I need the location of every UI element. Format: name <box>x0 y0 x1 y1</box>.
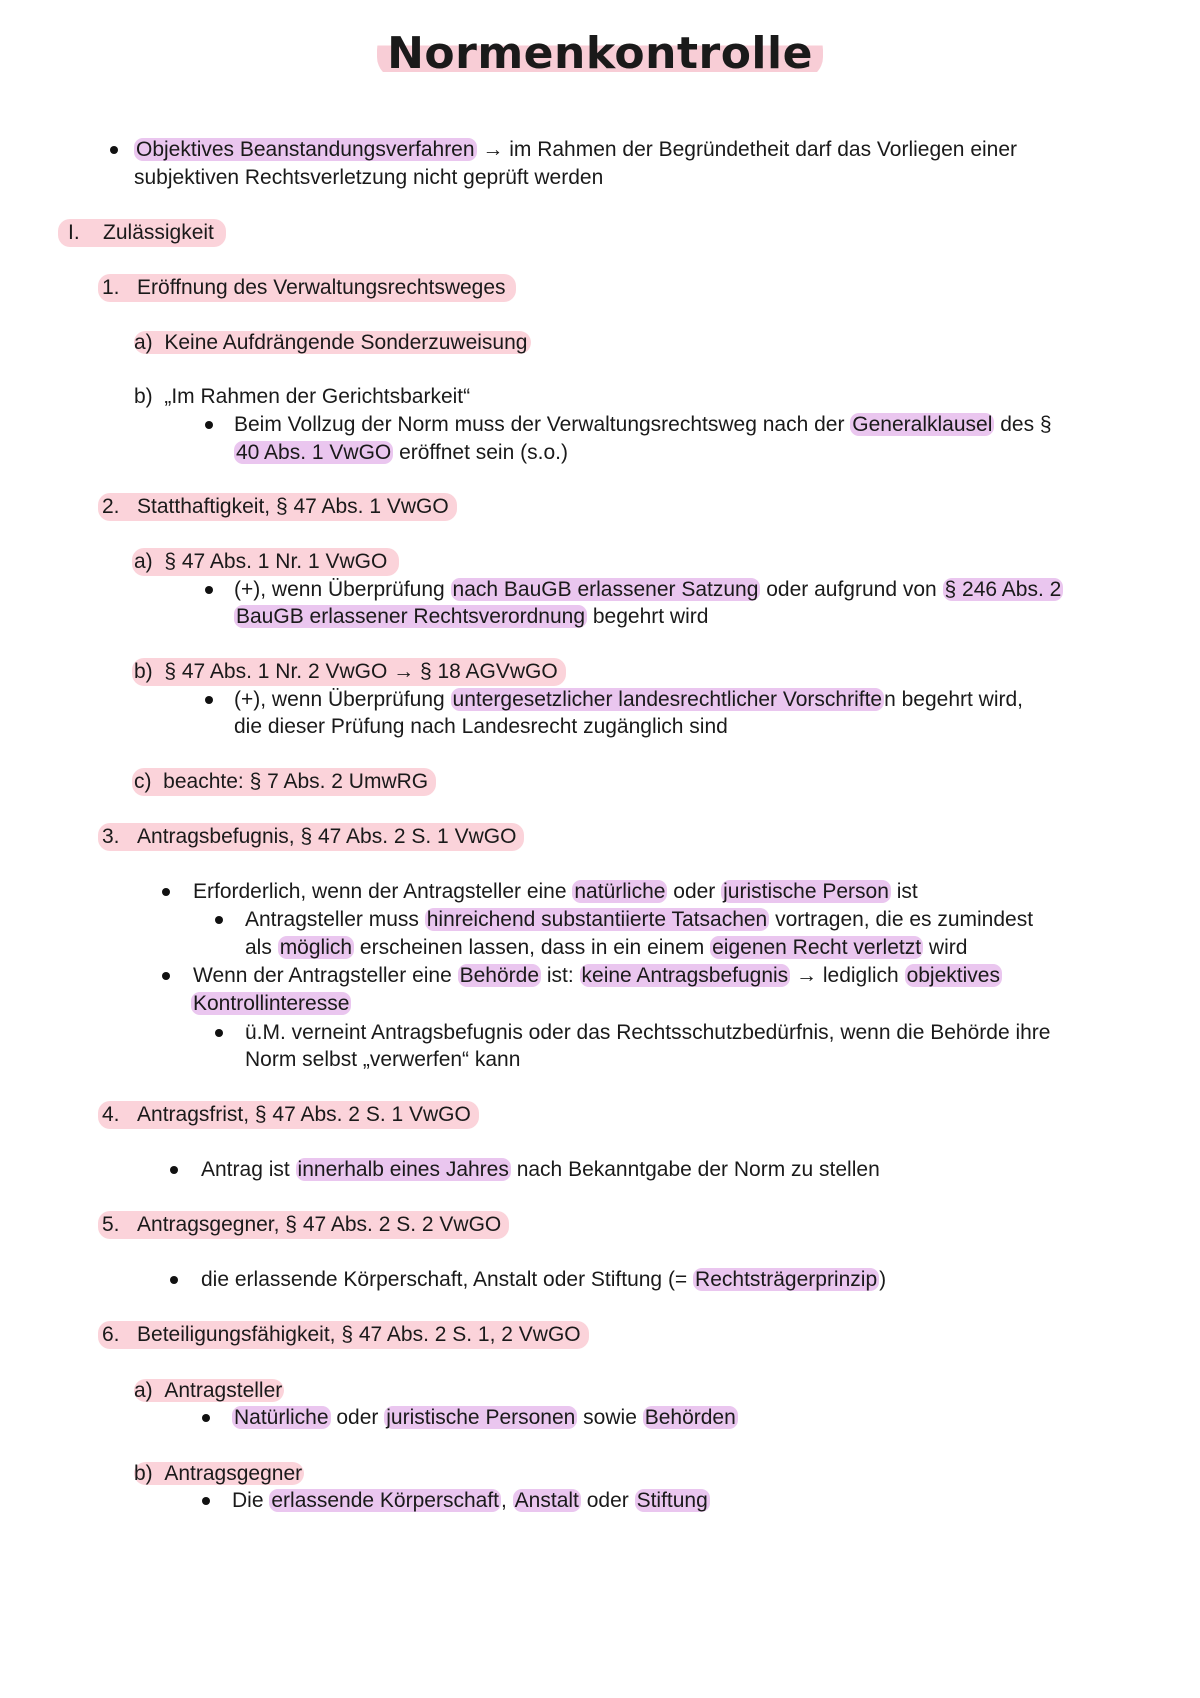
heading-6a: a) Antragsteller <box>134 1379 283 1402</box>
heading-3: 3. Antragsbefugnis, § 47 Abs. 2 S. 1 VwGO <box>98 823 524 851</box>
bullet-2b-line-1: (+), wenn Überprüfung untergesetzlicher landesrechtlicher Vorschriften begehrt wird, <box>234 688 1024 711</box>
bullet-dot <box>215 1029 223 1037</box>
intro-line-1: Objektives Beanstandungsverfahren → im Rahmen der Begründetheit darf das Vorliegen einer <box>136 138 1018 161</box>
bullet-4-line-1: Antrag ist innerhalb eines Jahres nach Bekanntgabe der Norm zu stellen <box>201 1158 880 1181</box>
heading-5: 5. Antragsgegner, § 47 Abs. 2 S. 2 VwGO <box>98 1211 509 1239</box>
bullet-dot <box>162 972 170 980</box>
bullet-dot <box>205 696 213 704</box>
bullet-dot <box>162 888 170 896</box>
heading-2b: b) § 47 Abs. 1 Nr. 2 VwGO → § 18 AGVwGO <box>132 658 566 686</box>
heading-1a: a) Keine Aufdrängende Sonderzuweisung <box>134 329 531 357</box>
bullet-1b-line-2: 40 Abs. 1 VwGO eröffnet sein (s.o.) <box>236 441 568 464</box>
bullet-3-line-2: Antragsteller muss hinreichend substantiierte Tatsachen vortragen, die es zumindest <box>245 908 1034 931</box>
bullet-6a-line-1: Natürliche oder juristische Personen sowie Behörden <box>234 1406 736 1429</box>
bullet-2a-line-2: BauGB erlassener Rechtsverordnung begehrt wird <box>236 605 709 628</box>
bullet-5-line-1: die erlassende Körperschaft, Anstalt oder Stiftung (= Rechtsträgerprinzip) <box>201 1268 887 1291</box>
heading-1b: b) „Im Rahmen der Gerichtsbarkeit“ <box>134 385 471 408</box>
bullet-dot <box>202 1414 210 1422</box>
heading-6b: b) Antragsgegner <box>134 1462 303 1485</box>
bullet-2a-line-1: (+), wenn Überprüfung nach BauGB erlassener Satzung oder aufgrund von § 246 Abs. 2 <box>234 578 1062 601</box>
bullet-dot <box>215 916 223 924</box>
heading-6: 6. Beteiligungsfähigkeit, § 47 Abs. 2 S. 1, 2 VwGO <box>98 1321 589 1349</box>
bullet-dot <box>110 146 118 154</box>
bullet-dot <box>170 1166 178 1174</box>
bullet-2b-line-2: die dieser Prüfung nach Landesrecht zugänglich sind <box>234 715 728 738</box>
bullet-3-line-3: als möglich erscheinen lassen, dass in ein einem eigenen Recht verletzt wird <box>245 936 968 959</box>
bullet-3-line-1: Erforderlich, wenn der Antragsteller eine natürliche oder juristische Person ist <box>193 880 918 903</box>
bullet-dot <box>170 1276 178 1284</box>
bullet-3-line-4: Wenn der Antragsteller eine Behörde ist: keine Antragsbefugnis → lediglich objektives <box>193 964 1000 987</box>
heading-1: 1. Eröffnung des Verwaltungsrechtsweges <box>98 274 516 302</box>
page-title: Normenkontrolle <box>0 28 1200 79</box>
bullet-dot <box>205 586 213 594</box>
bullet-3-line-5: Kontrollinteresse <box>193 992 350 1015</box>
section-heading-zulaessigkeit: I. Zulässigkeit <box>58 219 226 247</box>
intro-line-2: subjektiven Rechtsverletzung nicht geprüft werden <box>134 166 604 189</box>
bullet-dot <box>202 1497 210 1505</box>
heading-4: 4. Antragsfrist, § 47 Abs. 2 S. 1 VwGO <box>98 1101 479 1129</box>
highlight-objektives: Objektives Beanstandungsverfahren <box>136 138 475 161</box>
bullet-3-line-7: Norm selbst „verwerfen“ kann <box>245 1048 521 1071</box>
heading-2a: a) § 47 Abs. 1 Nr. 1 VwGO <box>132 548 399 576</box>
bullet-3-line-6: ü.M. verneint Antragsbefugnis oder das Rechtsschutzbedürfnis, wenn die Behörde ihre <box>245 1021 1051 1044</box>
bullet-6b-line-1: Die erlassende Körperschaft, Anstalt oder Stiftung <box>232 1489 708 1512</box>
bullet-dot <box>205 421 213 429</box>
heading-2c: c) beachte: § 7 Abs. 2 UmwRG <box>132 768 436 796</box>
heading-2: 2. Statthaftigkeit, § 47 Abs. 1 VwGO <box>98 493 457 521</box>
bullet-1b-line-1: Beim Vollzug der Norm muss der Verwaltungsrechtsweg nach der Generalklausel des § <box>234 413 1052 436</box>
